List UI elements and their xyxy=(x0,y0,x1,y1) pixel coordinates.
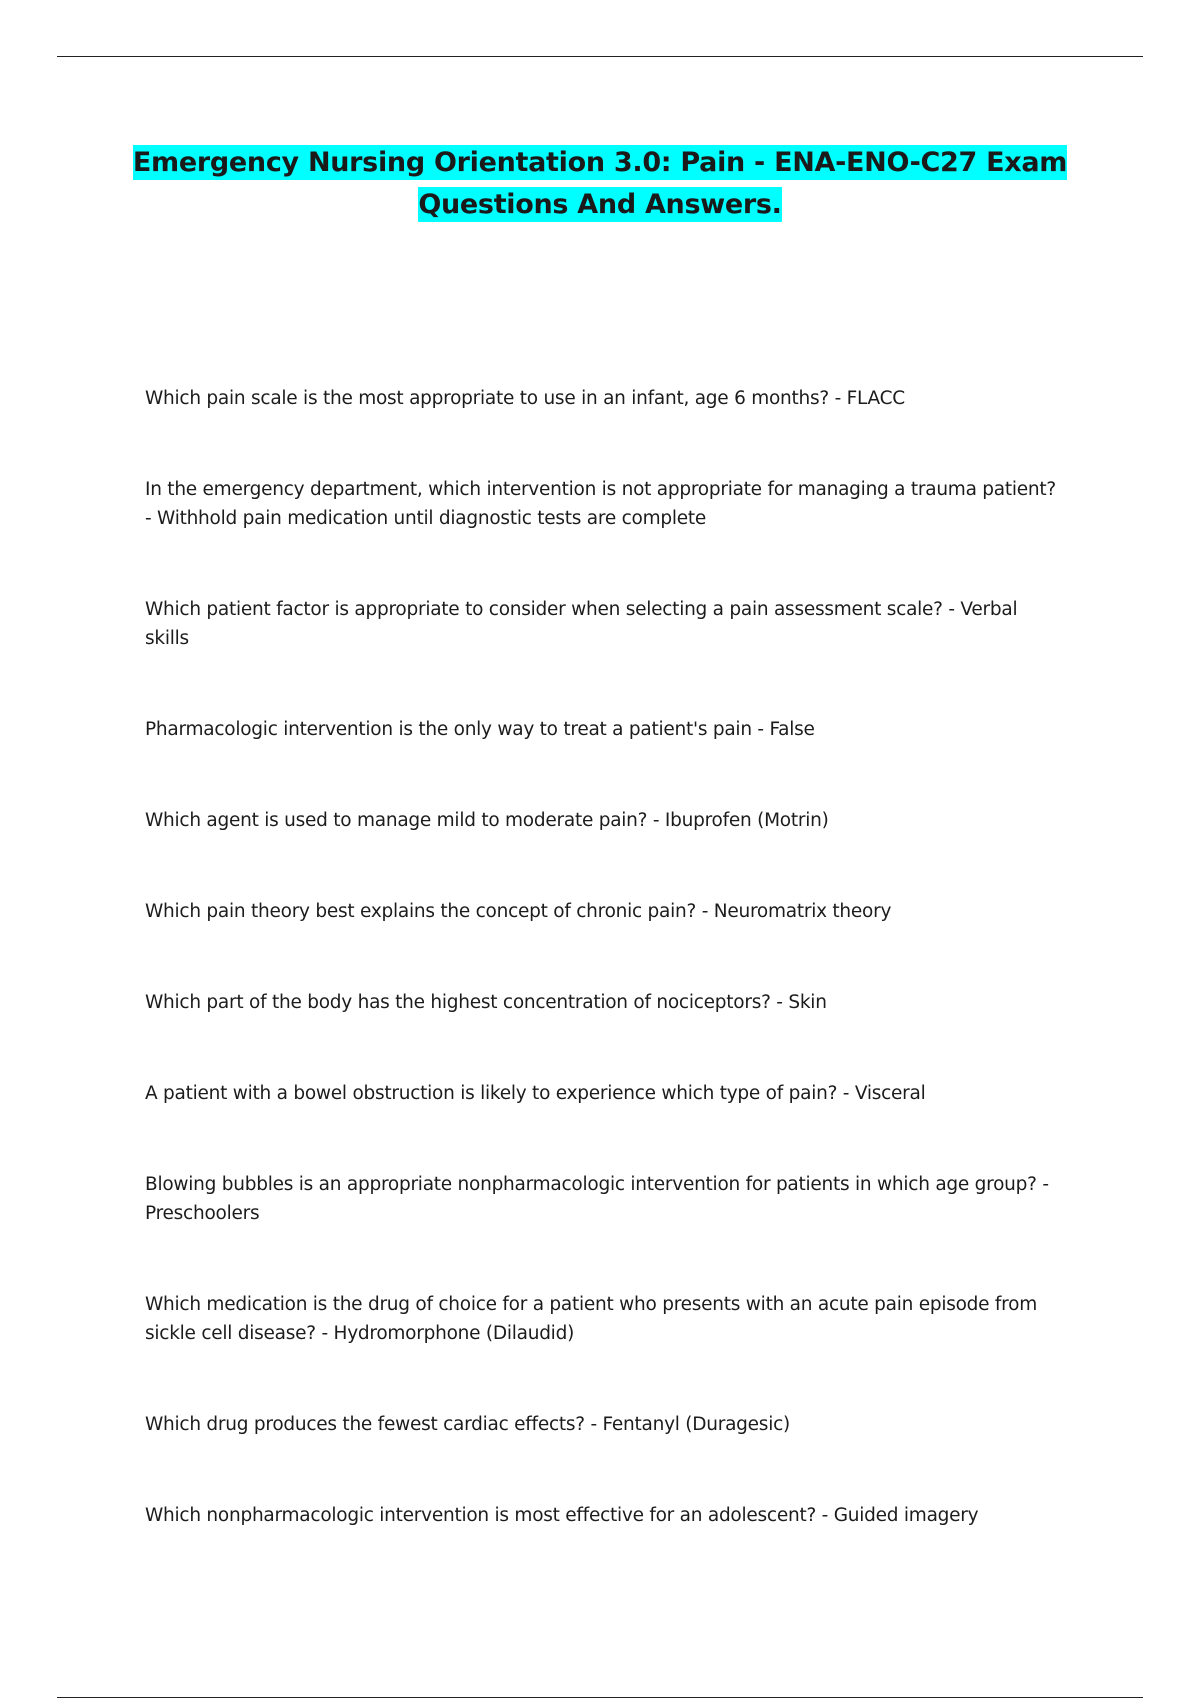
title-line-2: Questions And Answers. xyxy=(418,189,782,220)
document-title xyxy=(100,142,1100,226)
qa-item: Which nonpharmacologic intervention is most effective for an adolescent? - Guided imagery xyxy=(145,1505,979,1526)
title-line-1: Emergency Nursing Orientation 3.0: Pain - ENA-ENO-C27 Exam xyxy=(132,147,1068,178)
qa-item: Which part of the body has the highest concentration of nociceptors? - Skin xyxy=(145,992,827,1013)
qa-item: A patient with a bowel obstruction is likely to experience which type of pain? - Visceral xyxy=(145,1083,926,1104)
question-answer-list xyxy=(145,384,1065,1592)
qa-item: Which pain scale is the most appropriate to use in an infant, age 6 months? - FLACC xyxy=(145,388,905,409)
qa-item: In the emergency department, which intervention is not appropriate for managing a trauma patient? - Withhold pain medication until diagnostic tests are complete xyxy=(145,479,1056,529)
qa-item: Which drug produces the fewest cardiac effects? - Fentanyl (Duragesic) xyxy=(145,1414,790,1435)
bottom-rule xyxy=(57,1697,1143,1698)
top-rule xyxy=(57,56,1143,57)
qa-item: Which pain theory best explains the concept of chronic pain? - Neuromatrix theory xyxy=(145,901,892,922)
qa-item: Which patient factor is appropriate to consider when selecting a pain assessment scale? - Verbal skills xyxy=(145,599,1018,649)
qa-item: Which agent is used to manage mild to moderate pain? - Ibuprofen (Motrin) xyxy=(145,810,829,831)
qa-item: Blowing bubbles is an appropriate nonpharmacologic intervention for patients in which age group? - Preschoolers xyxy=(145,1174,1049,1224)
qa-item: Pharmacologic intervention is the only way to treat a patient's pain - False xyxy=(145,719,815,740)
qa-item: Which medication is the drug of choice for a patient who presents with an acute pain episode from sickle cell disease? - Hydromorphone (Dilaudid) xyxy=(145,1294,1037,1344)
